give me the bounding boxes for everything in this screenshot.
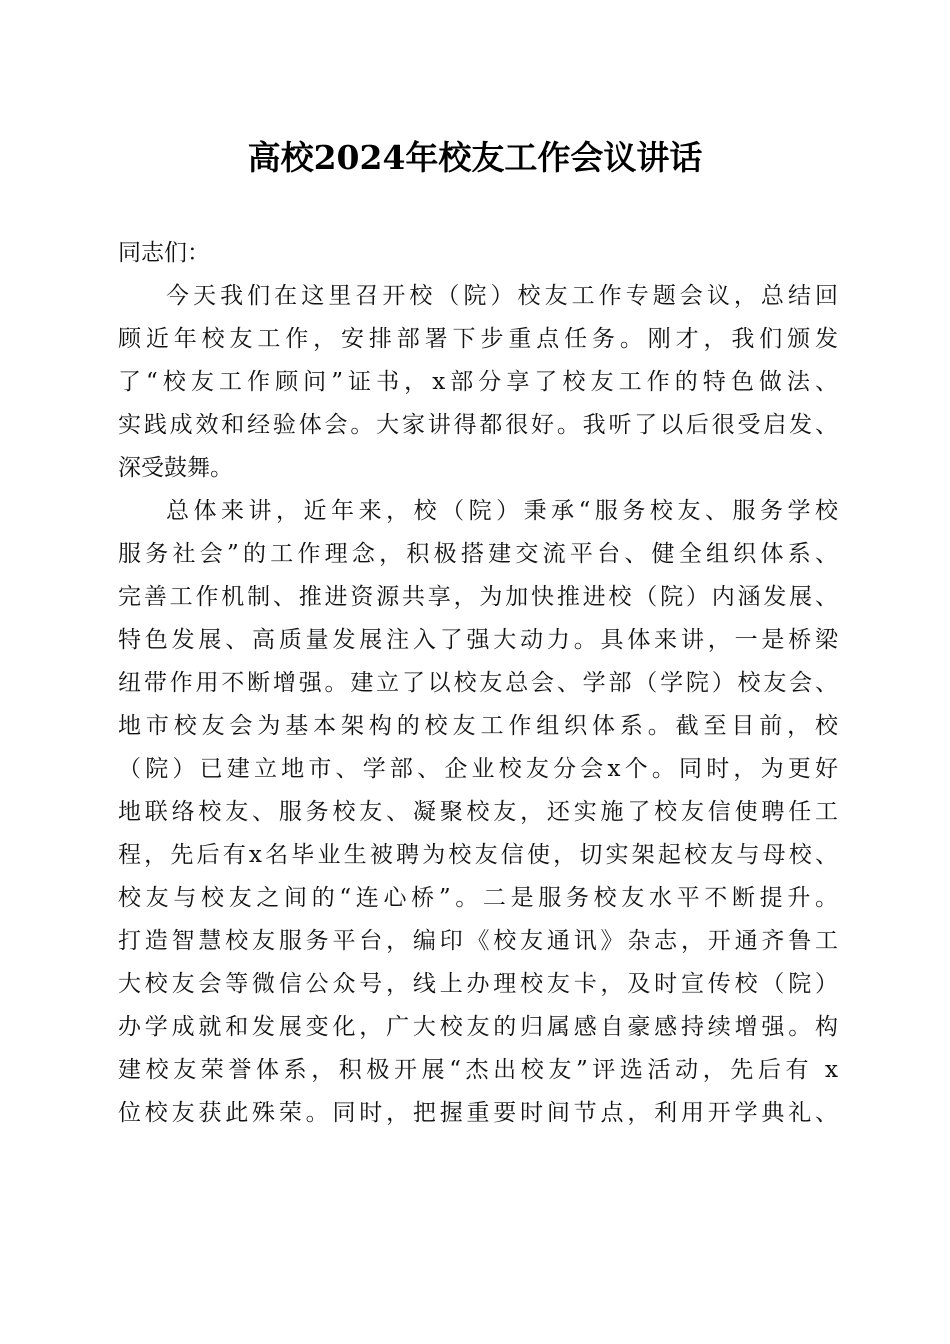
paragraph-line: 大校友会等微信公众号，线上办理校友卡，及时宣传校（院） xyxy=(118,971,838,997)
paragraph-line: 校友与校友之间的“连心桥”。二是服务校友水平不断提升。 xyxy=(118,885,838,911)
paragraph-line: 地联络校友、服务校友、凝聚校友，还实施了校友信使聘任工 xyxy=(118,799,838,825)
paragraph-line: 完善工作机制、推进资源共享，为加快推进校（院）内涵发展、 xyxy=(118,584,838,610)
paragraph-2 xyxy=(118,490,838,1135)
paragraph-line: 办学成就和发展变化，广大校友的归属感自豪感持续增强。构 xyxy=(118,1014,838,1040)
paragraph-line: 程，先后有x名毕业生被聘为校友信使，切实架起校友与母校、 xyxy=(118,842,838,868)
paragraph-1 xyxy=(118,275,838,490)
greeting: 同志们： xyxy=(118,240,210,266)
paragraph-line: 纽带作用不断增强。建立了以校友总会、学部（学院）校友会、 xyxy=(118,670,838,696)
paragraph-line: 打造智慧校友服务平台，编印《校友通讯》杂志，开通齐鲁工 xyxy=(118,928,838,954)
paragraph-line: 今天我们在这里召开校（院）校友工作专题会议，总结回 xyxy=(166,283,838,309)
paragraph-line: 建校友荣誉体系，积极开展“杰出校友”评选活动，先后有 x xyxy=(118,1057,838,1083)
paragraph-line: （院）已建立地市、学部、企业校友分会x个。同时，为更好 xyxy=(118,756,838,782)
paragraph-line: 了“校友工作顾问”证书，x部分享了校友工作的特色做法、 xyxy=(118,369,838,395)
paragraph-line: 地市校友会为基本架构的校友工作组织体系。截至目前，校 xyxy=(118,713,838,739)
paragraph-line: 深受鼓舞。 xyxy=(118,455,233,481)
document-title: 高校2024年校友工作会议讲话 xyxy=(247,138,703,177)
paragraph-line: 总体来讲，近年来，校（院）秉承“服务校友、服务学校 xyxy=(166,498,838,524)
paragraph-line: 特色发展、高质量发展注入了强大动力。具体来讲，一是桥梁 xyxy=(118,627,838,653)
paragraph-line: 服务社会”的工作理念，积极搭建交流平台、健全组织体系、 xyxy=(118,541,838,567)
paragraph-line: 实践成效和经验体会。大家讲得都很好。我听了以后很受启发、 xyxy=(118,412,838,438)
paragraph-line: 位校友获此殊荣。同时，把握重要时间节点，利用开学典礼、 xyxy=(118,1100,838,1126)
document-body xyxy=(118,232,838,1135)
paragraph-line: 顾近年校友工作，安排部署下步重点任务。刚才，我们颁发 xyxy=(118,326,838,352)
